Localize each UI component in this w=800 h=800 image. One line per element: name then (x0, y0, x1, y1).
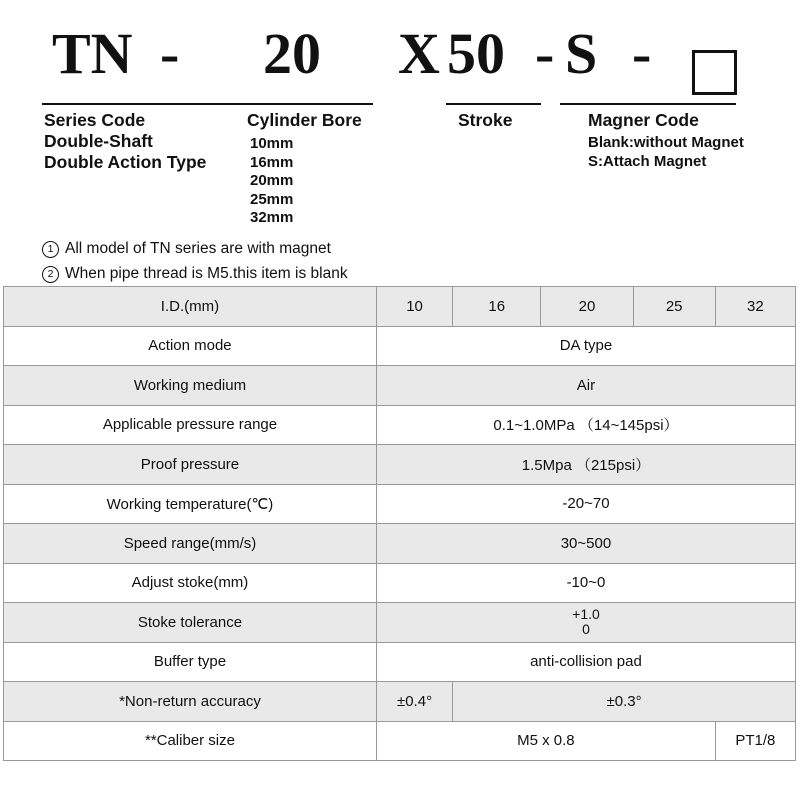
code-token-dash-3: - (632, 21, 652, 86)
code-token-bore: 20 (263, 21, 321, 86)
row-value-buffer-type: anti-collision pad (376, 642, 795, 682)
model-code-line (0, 18, 800, 90)
bore-option: 20mm (250, 172, 294, 189)
table-row (4, 445, 796, 485)
code-token-dash-2: - (535, 21, 555, 86)
tolerance-fraction (572, 607, 600, 636)
row-label-proof-pressure: Proof pressure (4, 445, 377, 485)
row-value-action-mode: DA type (376, 326, 795, 366)
note-marker: 2 (42, 266, 59, 283)
table-row-header (4, 287, 796, 327)
header-label: I.D.(mm) (4, 287, 377, 327)
row-value-working-medium: Air (376, 366, 795, 406)
table-row (4, 642, 796, 682)
table-row (4, 524, 796, 564)
row-value-working-temperature: -20~70 (376, 484, 795, 524)
row-value-caliber-size-main: M5 x 0.8 (376, 721, 715, 761)
row-label-non-return-accuracy: *Non-return accuracy (4, 682, 377, 722)
row-label-action-mode: Action mode (4, 326, 377, 366)
bore-option: 10mm (250, 135, 294, 152)
header-size-25: 25 (633, 287, 715, 327)
row-value-non-return-accuracy-10: ±0.4° (376, 682, 452, 722)
leader-line-magnet (560, 103, 736, 105)
table-row (4, 603, 796, 643)
bore-option: 16mm (250, 153, 294, 171)
row-label-caliber-size: **Caliber size (4, 721, 377, 761)
caption-series-code (44, 110, 206, 173)
row-value-non-return-accuracy-rest: ±0.3° (453, 682, 796, 722)
note-marker: 1 (42, 241, 59, 258)
table-row (4, 326, 796, 366)
header-size-32: 32 (715, 287, 795, 327)
row-label-working-medium: Working medium (4, 366, 377, 406)
row-label-speed-range: Speed range(mm/s) (4, 524, 377, 564)
row-label-adjust-stoke: Adjust stoke(mm) (4, 563, 377, 603)
leader-line-series (42, 103, 252, 105)
magnet-option: S:Attach Magnet (588, 152, 707, 170)
row-label-buffer-type: Buffer type (4, 642, 377, 682)
code-token-stroke: 50 (447, 21, 505, 86)
row-label-working-temperature: Working temperature(℃) (4, 484, 377, 524)
table-row (4, 563, 796, 603)
table-row (4, 682, 796, 722)
caption-series-line-1: Series Code (44, 110, 146, 130)
row-value-stoke-tolerance (376, 603, 795, 643)
header-size-10: 10 (376, 287, 452, 327)
bore-option: 25mm (250, 190, 294, 208)
code-token-magnet: S (565, 21, 598, 86)
bore-option-list (250, 135, 293, 228)
caption-series-line-2: Double-Shaft (44, 131, 153, 151)
caption-cylinder-bore: Cylinder Bore (247, 110, 362, 130)
note-2 (42, 265, 348, 283)
row-value-pressure-range: 0.1~1.0MPa （14~145psi） (376, 405, 795, 445)
caption-magner-code: Magner Code (588, 110, 699, 130)
leader-line-stroke (446, 103, 541, 105)
magnet-option: Blank:without Magnet (588, 134, 744, 151)
leader-line-bore (245, 103, 373, 105)
bore-option: 32mm (250, 209, 294, 226)
row-value-speed-range: 30~500 (376, 524, 795, 564)
row-label-pressure-range: Applicable pressure range (4, 405, 377, 445)
magnet-option-list (588, 134, 744, 171)
note-text: All model of TN series are with magnet (65, 240, 331, 257)
code-token-series: TN (52, 21, 133, 86)
header-size-16: 16 (453, 287, 541, 327)
row-label-stoke-tolerance: Stoke tolerance (4, 603, 377, 643)
table-row (4, 366, 796, 406)
note-1 (42, 240, 331, 258)
model-code-section (0, 0, 800, 285)
table-row (4, 484, 796, 524)
header-size-20: 20 (541, 287, 633, 327)
specification-table (3, 286, 796, 761)
code-token-x: X (398, 21, 440, 86)
note-text: When pipe thread is M5.this item is blank (65, 265, 348, 282)
table-row (4, 721, 796, 761)
code-token-dash-1: - (160, 21, 180, 86)
caption-stroke: Stroke (458, 110, 513, 130)
row-value-caliber-size-32: PT1/8 (715, 721, 795, 761)
magnet-code-empty-box (692, 50, 737, 95)
tolerance-lower: 0 (582, 620, 590, 637)
caption-series-line-3: Double Action Type (44, 152, 207, 172)
tolerance-upper: +1.0 (572, 605, 600, 622)
row-value-adjust-stoke: -10~0 (376, 563, 795, 603)
table-row (4, 405, 796, 445)
row-value-proof-pressure: 1.5Mpa （215psi） (376, 445, 795, 485)
